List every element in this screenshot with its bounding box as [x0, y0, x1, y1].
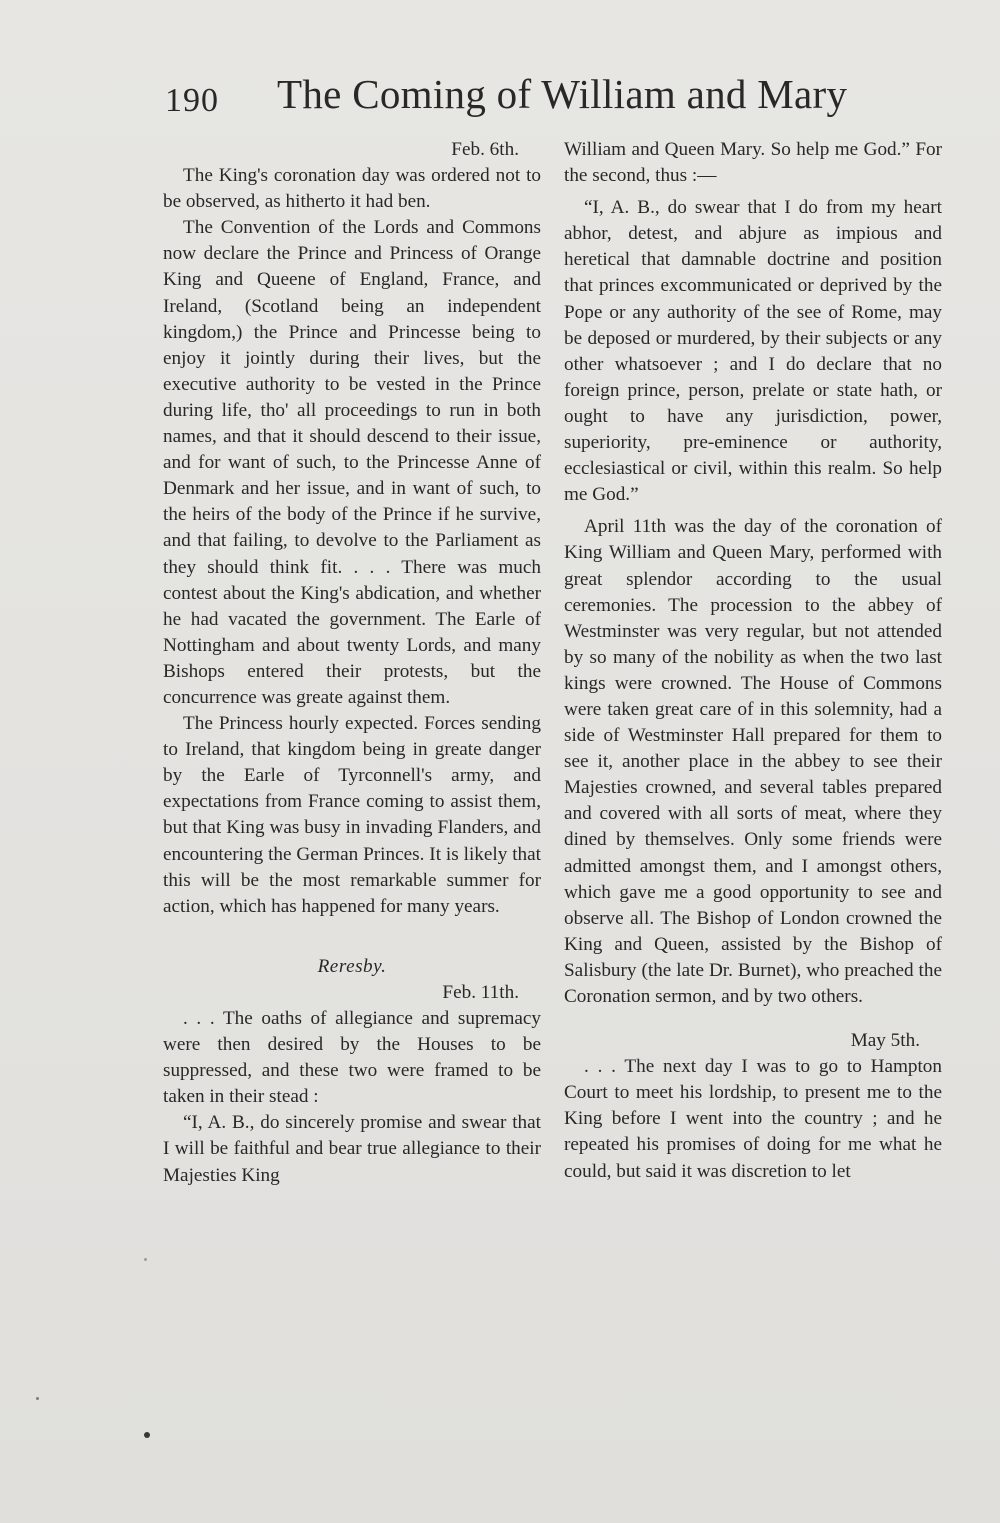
- spacer: [564, 1010, 942, 1028]
- paragraph: The Princess hourly expected. Forces sending to Ireland, that kingdom being in greate danger by the Earle of Tyrconnell's army, and expectations from France coming to assist them, but that King was busy in invading Flanders, and encountering the German Princes. It is likely that this will be the most remarkable summer for action, which has happened for many years.: [163, 713, 541, 917]
- oath-paragraph: “I, A. B., do sincerely promise and swear that I will be faithful and bear true allegiance to their Majesties King: [163, 1112, 541, 1186]
- right-column: [564, 137, 942, 1185]
- page-header: [165, 70, 848, 120]
- paragraph: . . . The next day I was to go to Hampton Court to meet his lordship, to present me to the King before I went into the country ; and he repeated his promises of doing for me what he could, but said it was discretion to let: [564, 1056, 942, 1182]
- paragraph: The King's coronation day was ordered not to be observed, as hitherto it had ben.: [163, 165, 541, 213]
- paragraph: . . . The oaths of allegiance and supremacy were then desired by the Houses to be suppressed, and these two were framed to be taken in their stead :: [163, 1008, 541, 1108]
- paragraph: The Convention of the Lords and Commons now declare the Prince and Princess of Orange King and Queene of England, France, and Ireland, (Scotland being an independent kingdom,) the Prince and Princesse being to enjoy it jointly during their lives, but the executive authority to be vested in the Prince during life, tho' all proceedings to run in both names, and that it should descend to their issue, and for want of such, to the Princesse Anne of Denmark and her issue, and in want of such, to the heirs of the body of the Prince if he survive, and that failing, to devolve to the Parliament as they should think fit. . . . There was much contest about the King's abdication, and whether he had vacated the government. The Earle of Nottingham and about twenty Lords, and many Bishops entered their protests, but the concurrence was greate against them.: [163, 217, 541, 708]
- dateline: Feb. 11th.: [442, 981, 519, 1003]
- oath-paragraph: “I, A. B., do swear that I do from my heart abhor, detest, and abjure as impious and heretical that damnable doctrine and position that princes excommunicated or deprived by the Pope or any authority of the see of Rome, may be deposed or murdered, by their subjects or any other whatsoever ; and I do declare that no foreign prince, person, prelate or state hath, or ought to have any jurisdiction, power, superiority, pre-eminence or authority, ecclesiastical or civil, within this realm. So help me God.”: [564, 197, 942, 506]
- paragraph: April 11th was the day of the coronation of King William and Queen Mary, performed with great splendor according to the usual ceremonies. The procession to the abbey of Westminster was very regular, but not attended by so many of the nobility as when the two last kings were crowned. The House of Commons were taken great care of in this solemnity, had a side of Westminster Hall prepared for them to see it, another place in the abbey to see their Majesties crowned, and several tables prepared and covered with all sorts of meat, where they dined by themselves. Only some friends were admitted amongst them, and I amongst others, which gave me a good opportunity to see and observe all. The Bishop of London crowned the King and Queen, assisted by the Bishop of Salisbury (the late Dr. Burnet), who preached the Coronation sermon, and by two others.: [564, 516, 942, 1007]
- left-column: [163, 137, 541, 1189]
- paragraph: William and Queen Mary. So help me God.” For the second, thus :—: [564, 139, 942, 187]
- dateline: Feb. 6th.: [451, 139, 519, 160]
- source-attribution: Reresby.: [317, 955, 387, 977]
- page-number: 190: [165, 82, 219, 119]
- ink-speck: [36, 1397, 39, 1400]
- ink-speck: [144, 1258, 147, 1261]
- ink-speck: [144, 1432, 150, 1438]
- running-title: The Coming of William and Mary: [277, 71, 848, 117]
- dateline: May 5th.: [850, 1030, 920, 1052]
